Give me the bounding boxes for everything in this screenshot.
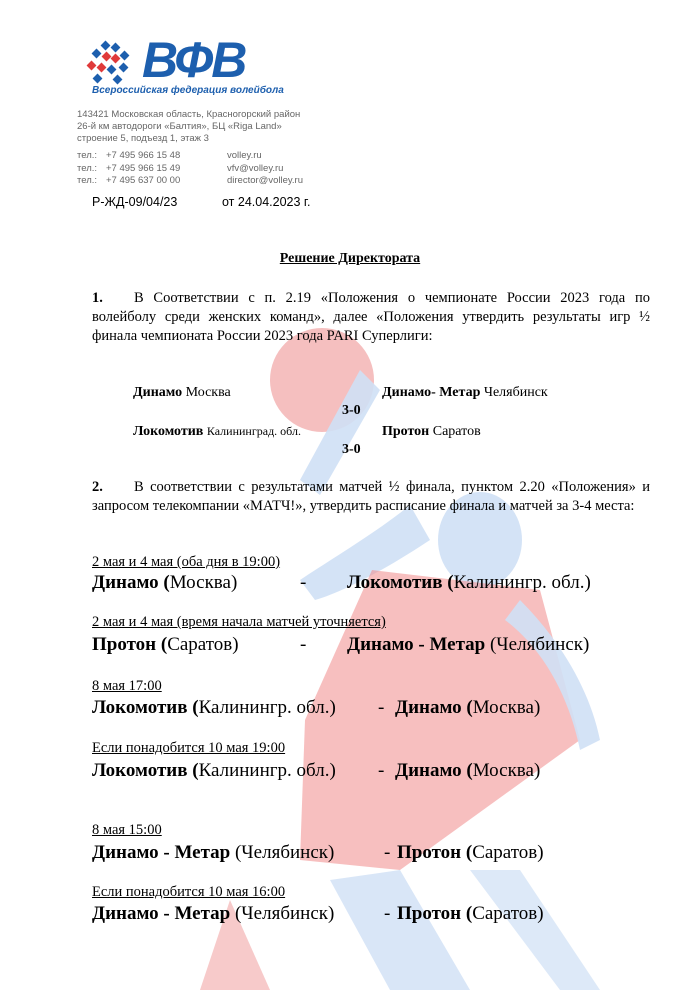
address-line: 143421 Московская область, Красногорский район: [77, 109, 301, 120]
address-line: 26-й км автодороги «Балтия», БЦ «Riga Land»: [77, 121, 282, 132]
team-name: Динамо: [133, 385, 183, 400]
match-score: 3-0: [342, 442, 361, 457]
section-2-text: [92, 478, 650, 516]
team-name: Динамо - Метар: [92, 842, 231, 863]
team-name: Динамо- Метар: [382, 385, 481, 400]
match-separator: -: [384, 903, 391, 924]
schedule-date: Если понадобится 10 мая 16:00: [92, 884, 286, 900]
team-name: Динамо (: [395, 697, 473, 718]
section-body: В Соответствии с п. 2.19 «Положения о чемпионате России 2023 года по волейболу среди женских команд», далее «Положения утвердить результаты игр ½ финала чемпионата России 2023 года PARI Суперлиги:: [92, 290, 650, 344]
contact-row: [77, 163, 303, 176]
team-city: (Челябинск): [230, 903, 335, 924]
team-name: Протон: [382, 424, 430, 439]
schedule-date: 8 мая 17:00: [92, 678, 162, 694]
team-name: Протон (: [397, 903, 473, 924]
result-home: [133, 385, 231, 401]
home-team: [92, 903, 334, 925]
team-city: (Челябинск): [230, 842, 335, 863]
schedule-date: 2 мая и 4 мая (время начала матчей уточняется): [92, 614, 386, 630]
away-team: [347, 634, 589, 656]
document-title: Решение Директората: [279, 251, 421, 266]
contact-row: [77, 175, 303, 188]
phone-label: тел.:: [77, 162, 98, 174]
team-city: Челябинск: [483, 385, 548, 400]
away-team: [347, 572, 591, 594]
home-team: [92, 842, 334, 864]
home-team: [92, 760, 336, 782]
team-city: Москва): [472, 760, 541, 781]
team-city: Саратов): [167, 634, 239, 655]
away-team: [397, 842, 544, 864]
section-number: 2.: [92, 479, 103, 495]
away-team: [397, 903, 544, 925]
match-score: 3-0: [342, 403, 361, 418]
federation-name: Всероссийская федерация волейбола: [92, 85, 284, 96]
result-away: [382, 424, 481, 440]
team-city: (Челябинск): [485, 634, 590, 655]
schedule-date: 2 мая и 4 мая (оба дня в 19:00): [92, 554, 281, 570]
team-name: Динамо (: [395, 760, 473, 781]
schedule-date: Если понадобится 10 мая 19:00: [92, 740, 286, 756]
website-link[interactable]: volley.ru: [227, 150, 262, 161]
match-separator: -: [300, 634, 307, 655]
team-name: Динамо (: [92, 572, 170, 593]
team-city: Калинингр. обл.): [453, 572, 591, 593]
team-city: Саратов): [472, 842, 544, 863]
match-separator: -: [378, 760, 385, 781]
phone-number: +7 495 966 15 48: [106, 150, 181, 161]
phone-number: +7 495 637 00 00: [106, 175, 181, 186]
team-city: Москва): [472, 697, 541, 718]
document-date: от 24.04.2023 г.: [222, 195, 311, 209]
section-1-text: [92, 289, 650, 346]
home-team: [92, 634, 239, 656]
team-name: Локомотив (: [92, 760, 199, 781]
address-line: строение 5, подъезд 1, этаж 3: [77, 133, 209, 144]
result-home: [133, 424, 301, 440]
result-away: [382, 385, 548, 401]
team-name: Динамо - Метар: [347, 634, 486, 655]
document-ref: Р-ЖД-09/04/23: [92, 195, 178, 209]
email-link[interactable]: vfv@volley.ru: [227, 162, 284, 174]
match-separator: -: [300, 572, 307, 593]
away-team: [395, 697, 540, 719]
home-team: [92, 572, 237, 594]
section-number: 1.: [92, 290, 103, 306]
phone-label: тел.:: [77, 150, 98, 161]
team-name: Протон (: [92, 634, 168, 655]
vfv-logo-icon: [84, 40, 134, 86]
team-name: Динамо - Метар: [92, 903, 231, 924]
section-body: В соответствии с результатами матчей ½ финала, пунктом 2.20 «Положения» и запросом телекомпании «МАТЧ!», утвердить расписание финала и матчей за 3-4 места:: [92, 479, 650, 514]
home-team: [92, 697, 336, 719]
team-name: Локомотив: [133, 424, 204, 439]
match-separator: -: [384, 842, 391, 863]
schedule-date: 8 мая 15:00: [92, 822, 162, 838]
team-city: Москва: [185, 385, 231, 400]
phone-number: +7 495 966 15 49: [106, 162, 181, 174]
vfv-logo-text: ВФВ: [142, 32, 246, 88]
contacts-block: [77, 150, 303, 188]
phone-label: тел.:: [77, 175, 98, 186]
team-name: Локомотив (: [92, 697, 199, 718]
contact-row: [77, 150, 303, 163]
team-name: Протон (: [397, 842, 473, 863]
email-link[interactable]: director@volley.ru: [227, 175, 303, 186]
team-city: Саратов: [432, 424, 481, 439]
team-city: Калинингр. обл.): [198, 760, 336, 781]
team-name: Локомотив (: [347, 572, 454, 593]
team-city: Калининград. обл.: [206, 424, 301, 438]
away-team: [395, 760, 540, 782]
team-city: Саратов): [472, 903, 544, 924]
team-city: Калинингр. обл.): [198, 697, 336, 718]
match-separator: -: [378, 697, 385, 718]
team-city: Москва): [169, 572, 238, 593]
